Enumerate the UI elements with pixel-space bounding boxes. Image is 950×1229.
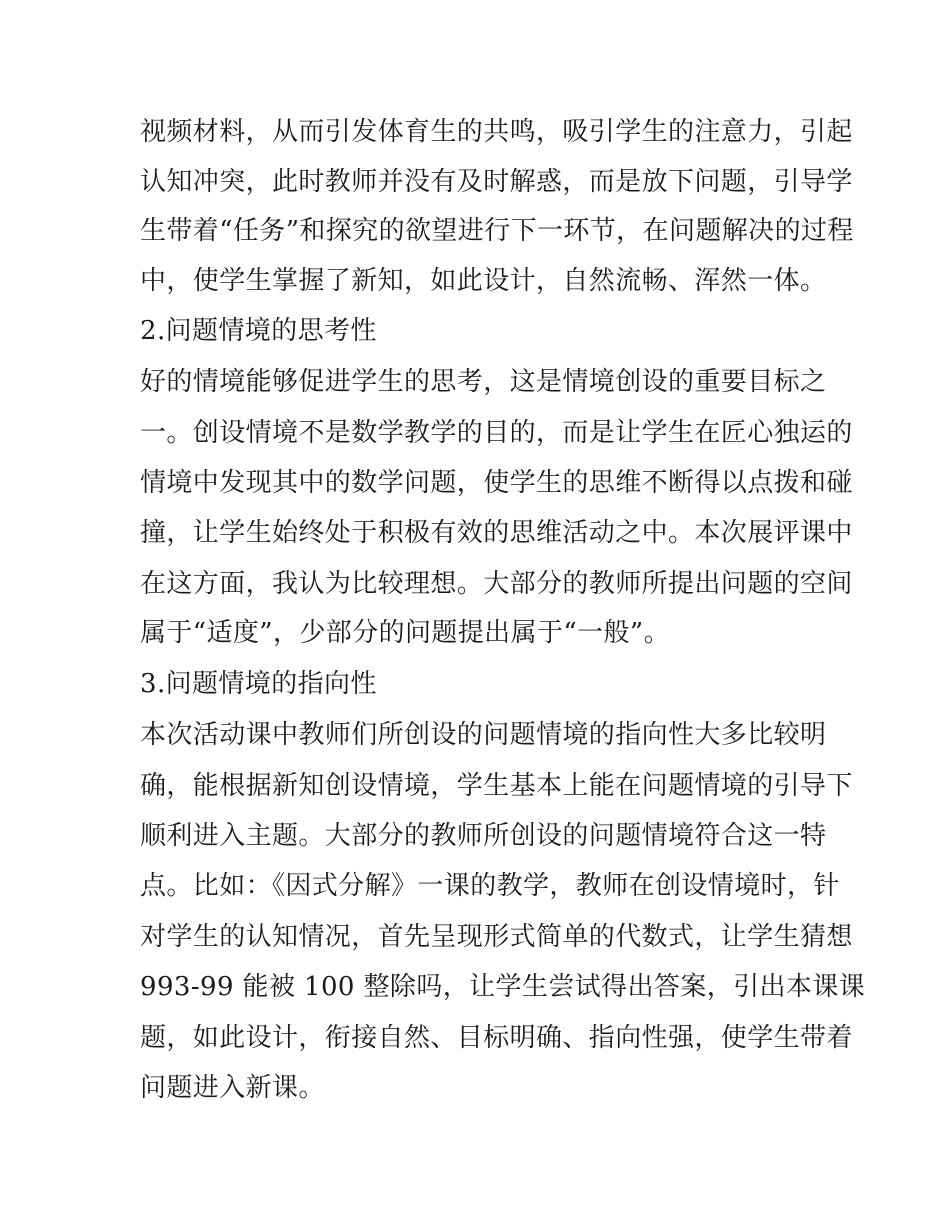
paragraph-line: 属于“适度”，少部分的问题提出属于“一般”。 [140, 618, 670, 648]
paragraph-line: 对学生的认知情况，首先呈现形式简单的代数式，让学生猜想 [140, 922, 853, 952]
paragraph-line: 问题进入新课。 [140, 1073, 325, 1103]
paragraph-line: 视频材料，从而引发体育生的共鸣，吸引学生的注意力，引起 [140, 117, 853, 147]
section-heading: 2.问题情境的思考性 [140, 316, 377, 346]
paragraph-line: 生带着“任务”和探究的欲望进行下一环节，在问题解决的过程 [140, 216, 854, 246]
paragraph-line: 一。创设情境不是数学教学的目的，而是让学生在匠心独运的 [140, 418, 853, 448]
paragraph-line: 中，使学生掌握了新知，如此设计，自然流畅、浑然一体。 [140, 266, 827, 296]
paragraph-line: 撞，让学生始终处于积极有效的思维活动之中。本次展评课中 [140, 518, 853, 548]
section-heading: 3.问题情境的指向性 [140, 669, 377, 699]
paragraph-line: 题，如此设计，衔接自然、目标明确、指向性强，使学生带着 [140, 1023, 853, 1053]
paragraph-line: 在这方面，我认为比较理想。大部分的教师所提出问题的空间 [140, 569, 853, 599]
paragraph-line: 情境中发现其中的数学问题，使学生的思维不断得以点拨和碰 [140, 468, 853, 498]
paragraph-line: 993-99 能被 100 整除吗，让学生尝试得出答案，引出本课课 [140, 972, 866, 1002]
paragraph-line: 好的情境能够促进学生的思考，这是情境创设的重要目标之 [140, 367, 827, 397]
paragraph-line: 顺利进入主题。大部分的教师所创设的问题情境符合这一特 [140, 821, 827, 851]
paragraph-line: 点。比如：《因式分解》一课的教学，教师在创设情境时，针 [140, 871, 840, 901]
paragraph-line: 确，能根据新知创设情境，学生基本上能在问题情境的引导下 [140, 771, 853, 801]
paragraph-line: 认知冲突，此时教师并没有及时解惑，而是放下问题，引导学 [140, 167, 853, 197]
paragraph-line: 本次活动课中教师们所创设的问题情境的指向性大多比较明 [140, 720, 827, 750]
